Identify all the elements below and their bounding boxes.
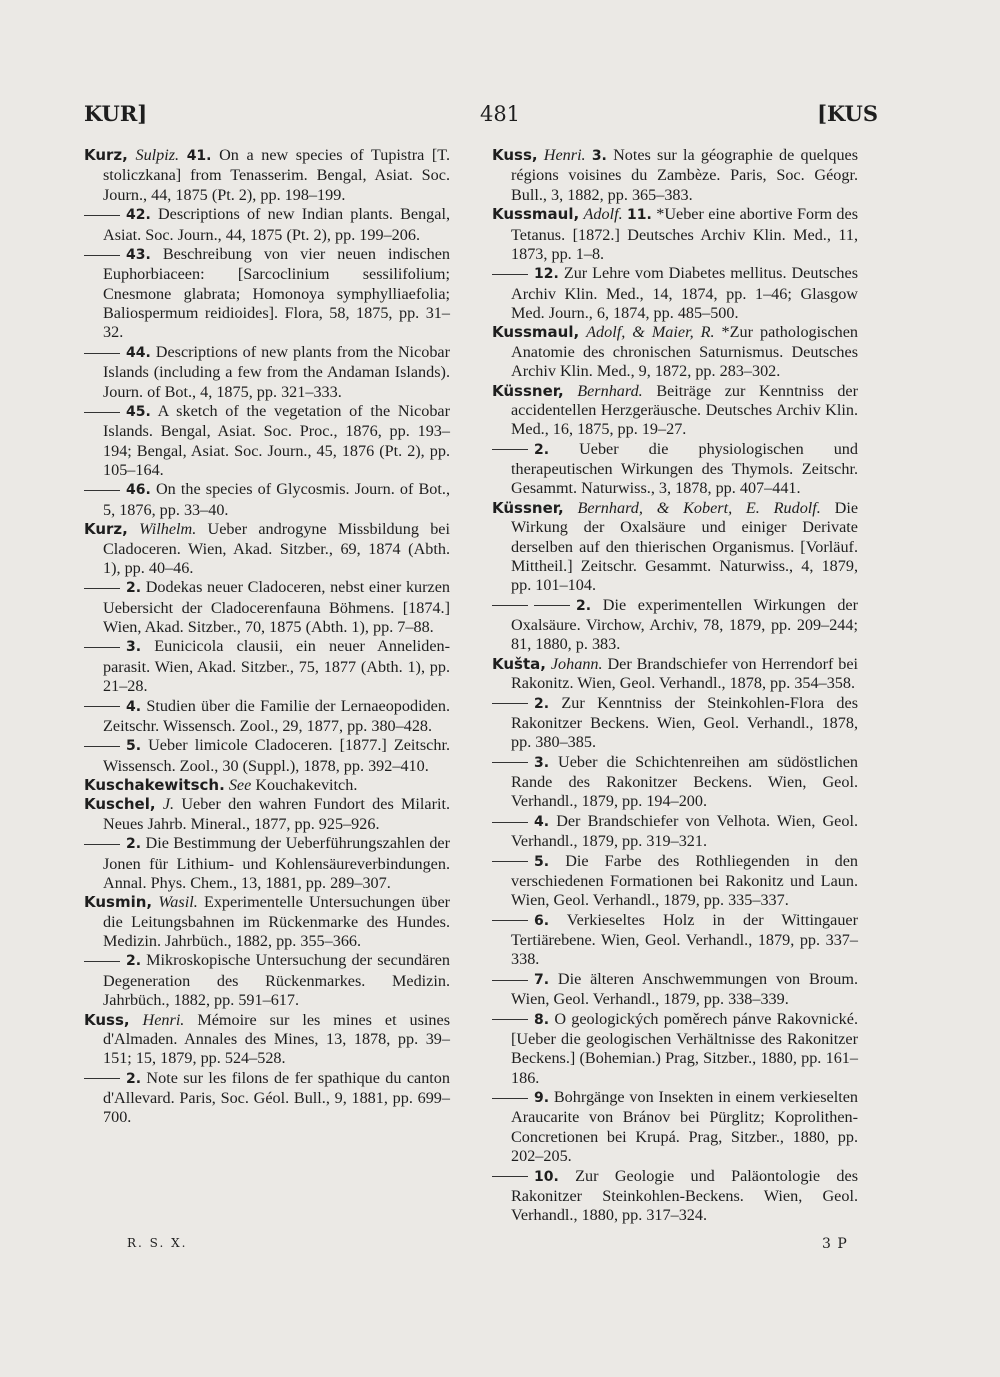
bibliography-entry [492, 499, 858, 596]
author-given-name: Adolf. [583, 205, 623, 224]
entry-text: *Ueber eine abortive Form des Tetanus. [1872.] Deutsches Archiv Klin. Med., 11, 1873, pp. 1–8. [511, 205, 859, 263]
entry-text: Eunicicola clausii, ein neuer Anneliden-parasit. Wien, Akad. Sitzber., 75, 1877 (Abth. 1), pp. 21–28. [103, 637, 450, 696]
ditto-rule [492, 449, 528, 450]
bibliography-entry [492, 970, 858, 1010]
bibliography-entry [84, 834, 450, 893]
entry-text: Beiträge zur Kenntniss der accidentellen Herzgeräusche. Deutsches Archiv Klin. Med., 16, 1875, pp. 19–27. [511, 381, 859, 439]
entry-number: 6. [534, 912, 550, 929]
entry-text: Die Bestimmung der Ueberführungszahlen der Jonen für Lithium- und Kohlensäureverbindungen. Annal. Phys. Chem., 13, 1881, pp. 289–307. [103, 834, 450, 892]
bibliography-entry [492, 1088, 858, 1167]
entry-text: Descriptions of new Indian plants. Bengal, Asiat. Soc. Journ., 44, 1875 (Pt. 2), pp. 199–206. [103, 205, 450, 244]
entry-text: A sketch of the vegetation of the Nicobar Islands. Bengal, Asiat. Soc. Proc., 1876, pp. 193–194; Bengal, Asiat. Soc. Journ., 45, 1876 (Pt. 2), pp. 105–164. [103, 401, 450, 479]
bibliography-entry [84, 343, 450, 402]
entry-text: Notes sur la géographie de quelques régions voisines du Zambèze. Paris, Soc. Géogr. Bull., 3, 1882, pp. 365–383. [511, 146, 859, 204]
entry-text: Die Wirkung der Oxalsäure und einiger Derivate derselben auf den thierischen Organismus. [Vorläuf. Mittheil.] Zeitschr. Gesammt. Naturwiss., 4, 1879, pp. 101–104. [511, 498, 859, 595]
entry-text: Die experimentellen Wirkungen der Oxalsäure. Virchow, Archiv, 78, 1879, pp. 209–244; 81, 1880, p. 383. [511, 595, 858, 654]
running-head-right: [KUS [817, 101, 878, 126]
author-given-name: Wasil. [158, 893, 198, 912]
bibliography-entry [84, 736, 450, 776]
entry-text: Experimentelle Untersuchungen über die Leitungsbahnen im Rückenmarke des Hundes. Medizin. Jahrbüch., 1882, pp. 355–366. [103, 893, 451, 950]
entry-number: 2. [126, 953, 142, 970]
author-surname: Kušta, [492, 654, 546, 673]
bibliography-entry [84, 795, 450, 834]
author-given-name: J. [162, 795, 175, 814]
entry-text: Studien über die Familie der Lernaeopodiden. Zeitschr. Wissensch. Zool., 29, 1877, pp. 380–428. [103, 696, 450, 735]
bibliography-entry [84, 776, 450, 795]
left-column [84, 146, 450, 1128]
bibliography-entry [84, 697, 450, 737]
entry-number: 7. [534, 971, 550, 988]
bibliography-entry [492, 1010, 858, 1089]
entry-number: 45. [126, 403, 151, 420]
signature-mark: R. S. X. [127, 1236, 188, 1250]
entry-number: 3. [591, 148, 607, 164]
ditto-rule [534, 605, 570, 606]
entry-text: Mikroskopische Untersuchung der secundären Degeneration des Rückenmarkes. Medizin. Jahrbüch., 1882, pp. 591–617. [103, 951, 451, 1010]
author-given-name: Henri. [142, 1010, 185, 1029]
ditto-rule [492, 605, 528, 606]
entry-number: 2. [534, 441, 550, 458]
author-given-name: Wilhelm. [139, 520, 197, 539]
author-given-name: Bernhard, & Kobert, E. Rudolf. [577, 498, 821, 517]
bibliography-entry [84, 951, 450, 1010]
ditto-rule [84, 706, 120, 707]
entry-number: 2. [126, 580, 142, 597]
entry-text: Ueber limicole Cladoceren. [1877.] Zeitschr. Wissensch. Zool., 30 (Suppl.), 1878, pp. 392–410. [103, 736, 451, 775]
bibliography-entry [84, 637, 450, 696]
bibliography-entry [84, 146, 450, 205]
entry-text: On a new species of Tupistra [T. stoliczkana] from Tenasserim. Bengal, Asiat. Soc. Journ., 44, 1875 (Pt. 2), pp. 198–199. [103, 146, 451, 204]
ditto-rule [492, 1098, 528, 1099]
entry-text: Verkieseltes Holz in der Wittingauer Tertiärebene. Wien, Geol. Verhandl., 1879, pp. 337–338. [511, 910, 858, 969]
ditto-rule [492, 920, 528, 921]
author-surname: Kuschakewitsch. [84, 776, 225, 794]
bibliography-entry [492, 1167, 858, 1226]
entry-number: 12. [534, 266, 559, 283]
entry-text: Zur Geologie und Paläontologie des Rakonitzer Steinkohlen-Beckens. Wien, Geol. Verhandl., 1880, pp. 317–324. [511, 1166, 858, 1225]
ditto-rule [492, 1176, 528, 1177]
bibliography-entry [84, 893, 450, 951]
entry-number: 10. [534, 1168, 559, 1185]
entry-number: 5. [126, 738, 142, 755]
author-surname: Kurz, [84, 146, 128, 164]
entry-text: Ueber androgyne Missbildung bei Cladoceren. Wien, Akad. Sitzber., 69, 1874 (Abth. 1), pp. 40–46. [103, 520, 450, 577]
bibliography-entry [84, 205, 450, 245]
ditto-rule [492, 861, 528, 862]
entry-text: Kouchakevitch. [255, 776, 358, 794]
ditto-rule [84, 746, 120, 747]
entry-text: O geologických poměrech pánve Rakovnické. [Ueber die geologischen Verhältnisse des Rakonitzer Beckens.] (Bohemian.) Prag, Sitzber., 1880, pp. 161–186. [511, 1009, 859, 1087]
entry-number: 3. [534, 754, 550, 771]
entry-text: Descriptions of new plants from the Nicobar Islands (including a few from the Andaman Islands). Journ. of Bot., 4, 1875, pp. 321–333. [103, 342, 450, 401]
entry-text: Ueber die Schichtenreihen am südöstlichen Rande des Rakonitzer Beckens. Wien, Geol. Verhandl., 1879, pp. 194–200. [511, 752, 859, 811]
ditto-rule [84, 844, 120, 845]
author-given-name: See [228, 776, 252, 794]
bibliography-entry [492, 753, 858, 812]
ditto-rule [492, 762, 528, 763]
entry-text: On the species of Glycosmis. Journ. of Bot., 5, 1876, pp. 33–40. [103, 480, 450, 519]
ditto-rule [492, 274, 528, 275]
ditto-rule [84, 215, 120, 216]
author-surname: Kurz, [84, 520, 128, 539]
entry-text: Mémoire sur les mines et usines d'Almaden. Annales des Mines, 13, 1878, pp. 39–151; 15, 1879, pp. 524–528. [103, 1010, 450, 1068]
author-surname: Kuss, [492, 146, 538, 164]
entry-number: 44. [126, 344, 151, 361]
bibliography-entry [492, 812, 858, 852]
bibliography-entry [492, 852, 858, 911]
bibliography-entry [492, 264, 858, 323]
entry-text: Die Farbe des Rothliegenden in den verschiedenen Formationen bei Rakonitz und Laun. Wien, Geol. Verhandl., 1879, pp. 335–337. [511, 851, 858, 910]
ditto-rule [84, 490, 120, 491]
bibliography-entry [84, 520, 450, 578]
entry-text: Ueber die physiologischen und therapeutischen Wirkungen des Thymols. Zeitschr. Gesammt. Naturwiss., 3, 1878, pp. 407–441. [511, 439, 858, 498]
bibliography-entry [492, 440, 858, 499]
running-head-left: KUR] [84, 101, 148, 126]
bibliography-entry [492, 323, 858, 381]
entry-number: 2. [126, 836, 142, 853]
entry-text: Dodekas neuer Cladoceren, nebst einer kurzen Uebersicht der Cladocerenfauna Böhmens. [1874.] Wien, Akad. Sitzber., 70, 1875 (Abth. 1), pp. 7–88. [103, 578, 450, 636]
entry-text: Die älteren Anschwemmungen von Broum. Wien, Geol. Verhandl., 1879, pp. 338–339. [511, 969, 858, 1009]
entry-text: Der Brandschiefer von Herrendorf bei Rakonitz. Wien, Geol. Verhandl., 1878, pp. 354–358. [511, 654, 859, 693]
bibliography-entry [84, 480, 450, 520]
author-surname: Kuss, [84, 1010, 130, 1029]
right-column [492, 146, 858, 1226]
gathering-mark: 3 P [822, 1236, 848, 1252]
entry-number: 2. [126, 1070, 142, 1087]
entry-number: 2. [534, 695, 550, 712]
entry-text: Bohrgänge von Insekten in einem verkieselten Araucarite von Bránov bei Pürglitz; Koprolithen-Concretionen bei Krupá. Prag, Sitzber., 1880, pp. 202–205. [511, 1088, 859, 1166]
bibliography-entry [84, 1011, 450, 1069]
entry-number: 5. [534, 853, 550, 870]
entry-number: 42. [126, 207, 151, 224]
entry-number: 4. [126, 698, 142, 715]
bibliography-entry [492, 655, 858, 694]
bibliography-entry [84, 245, 450, 343]
entry-text: Ueber den wahren Fundort des Milarit. Neues Jahrb. Mineral., 1877, pp. 925–926. [103, 795, 451, 833]
author-surname: Küssner, [492, 381, 564, 400]
author-surname: Küssner, [492, 498, 564, 517]
ditto-rule [84, 255, 120, 256]
entry-text: Der Brandschiefer von Velhota. Wien, Geol. Verhandl., 1879, pp. 319–321. [511, 811, 858, 851]
bibliography-entry [84, 1069, 450, 1128]
author-given-name: Adolf, & Maier, R. [586, 323, 715, 342]
ditto-rule [84, 647, 120, 648]
ditto-rule [84, 961, 120, 962]
author-given-name: Johann. [550, 654, 603, 673]
bibliography-entry [492, 146, 858, 205]
entry-text: *Zur pathologischen Anatomie des chronischen Saturnismus. Deutsches Archiv Klin. Med., 9, 1872, pp. 283–302. [511, 323, 858, 381]
entry-text: Zur Kenntniss der Steinkohlen-Flora des Rakonitzer Beckens. Wien, Geol. Verhandl., 1878, pp. 380–385. [511, 693, 859, 752]
ditto-rule [84, 412, 120, 413]
entry-text: Zur Lehre vom Diabetes mellitus. Deutsches Archiv Klin. Med., 14, 1874, pp. 1–46; Glasgow Med. Journ., 6, 1874, pp. 485–500. [511, 264, 859, 322]
bibliography-entry [492, 911, 858, 970]
page-number: 481 [479, 102, 521, 126]
entry-number: 41. [186, 148, 212, 164]
bibliography-entry [84, 578, 450, 637]
bibliography-entry [492, 382, 858, 440]
ditto-rule [84, 588, 120, 589]
entry-number: 43. [126, 246, 151, 263]
entry-number: 4. [534, 813, 550, 830]
ditto-rule [84, 353, 120, 354]
entry-text: Note sur les filons de fer spathique du canton d'Allevard. Paris, Soc. Géol. Bull., 9, 1881, pp. 699–700. [103, 1068, 450, 1127]
bibliography-entry [492, 694, 858, 753]
entry-number: 8. [534, 1011, 550, 1028]
ditto-rule [84, 1078, 120, 1079]
bibliography-entry [492, 205, 858, 264]
entry-number: 9. [534, 1090, 550, 1106]
author-given-name: Bernhard. [577, 381, 643, 400]
ditto-rule [492, 980, 528, 981]
ditto-rule [492, 822, 528, 823]
entry-text: Beschreibung von vier neuen indischen Euphorbiaceen: [Sarcoclinium sessilifolium; Cnesmone glabrata; Homonoya symphylliaefolia; Baliospermum reidioides]. Flora, 58, 1875, pp. 31–32. [103, 244, 450, 342]
ditto-rule [492, 703, 528, 704]
author-given-name: Henri. [543, 146, 586, 164]
author-surname: Kussmaul, [492, 323, 580, 342]
entry-number: 2. [576, 597, 592, 614]
author-surname: Kuschel, [84, 795, 156, 814]
author-given-name: Sulpiz. [135, 146, 180, 164]
entry-number: 3. [126, 639, 142, 656]
entry-number: 46. [126, 482, 151, 499]
author-surname: Kussmaul, [492, 205, 580, 224]
ditto-rule [492, 1019, 528, 1020]
author-surname: Kusmin, [84, 893, 153, 912]
bibliography-entry [492, 596, 858, 655]
bibliography-entry [84, 402, 450, 481]
entry-number: 11. [627, 207, 652, 224]
